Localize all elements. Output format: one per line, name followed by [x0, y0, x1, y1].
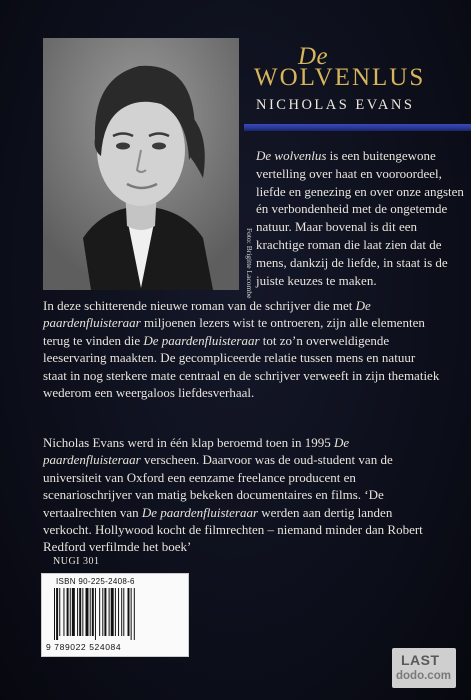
barcode-label: [41, 573, 189, 657]
watermark-logo: [392, 648, 456, 688]
isbn-number: ISBN 90-225-2408-6: [56, 577, 135, 586]
ean-number: 9 789022 524084: [46, 642, 122, 652]
p2-text-a: Nicholas Evans werd in één klap beroemd toen in 1995: [43, 435, 334, 450]
barcode-bar: [54, 588, 55, 640]
nugi-code: NUGI 301: [53, 556, 100, 567]
barcode-bar: [79, 588, 81, 636]
barcode-bar: [82, 588, 83, 636]
barcode-bar: [63, 588, 64, 636]
watermark-top: LAST: [401, 652, 440, 668]
blurb-text: [256, 147, 468, 289]
barcode-bar: [92, 588, 94, 636]
author-portrait-illustration: [43, 38, 239, 290]
book-title: WOLVENLUS: [254, 64, 426, 91]
barcode-bar: [95, 588, 96, 640]
p2-book-title-2: De paardenfluisteraar: [141, 504, 259, 520]
watermark-bottom: dodo.com: [396, 670, 451, 682]
barcode-bar: [134, 588, 135, 640]
barcode-bar: [121, 588, 122, 636]
barcode-bar: [104, 588, 106, 636]
barcode-bar: [72, 588, 75, 636]
p1-book-title-1: De paardenfluisteraar: [43, 298, 371, 331]
photo-credit: Foto: Brigitte Lacombe: [245, 228, 254, 299]
blue-stripe-divider: [244, 124, 471, 131]
barcode-bar: [118, 588, 119, 636]
blurb-body: is een buitengewone vertelling over haat en vooroordeel, liefde en genezing en over onze angsten én verbondenheid met de ongetemde natuur. Maar bovenal is dit een krachtige roman die laat zien dat de mens, dankzij de liefde, in staat is de juiste keuzes te maken.: [256, 148, 464, 288]
barcode-bar: [109, 588, 110, 636]
barcode-bar: [128, 588, 130, 636]
barcode-bar: [70, 588, 71, 636]
author-photo: [43, 38, 254, 299]
barcode-bar: [90, 588, 91, 636]
barcode-bar: [99, 588, 100, 636]
description-paragraph-1: [43, 297, 441, 401]
barcode-bar: [86, 588, 89, 636]
barcode-bar: [77, 588, 78, 636]
p2-text-e: werden aan dertig landen verkocht. Hollywood kocht de filmrechten – niemand minder dan Robert Redford verfilmde het boek’: [43, 504, 423, 555]
barcode-bar: [111, 588, 114, 636]
title-article: De: [298, 43, 329, 70]
p1-book-title-2: De paardenfluisteraar: [143, 332, 260, 348]
p1-text-e: tot zo’n overweldigende leeservaring maakten. De gecompliceerde relatie tussen mens en natuur staat in nog sterkere mate centraal en de schrijver verweeft in zijn thematiek wederom een weergaloos liefdesverhaal.: [43, 332, 440, 401]
p2-text-c: verscheen. Daarvoor was de oud-student van de universiteit van Oxford een eenzame freelance producent en scenarioschrijver van matig bekeken documentaires en films. ‘De vertaalrechten van: [43, 452, 393, 520]
barcode-bar: [56, 588, 58, 640]
barcode-bar: [115, 588, 116, 636]
barcode-icon: [54, 588, 176, 640]
barcode-bar: [123, 588, 124, 636]
barcode-bar: [131, 588, 132, 640]
p2-book-title-1: De paardenfluisteraar: [43, 435, 350, 468]
p1-text-a: In deze schitterende nieuwe roman van de schrijver die met: [43, 298, 356, 313]
blurb-book-title: De wolvenlus: [256, 148, 327, 163]
barcode-bar: [102, 588, 103, 636]
barcode-bar: [67, 588, 69, 636]
author-name: NICHOLAS EVANS: [256, 97, 415, 113]
author-bio-paragraph: [43, 434, 441, 556]
barcode-bar: [59, 588, 60, 636]
p1-text-c: miljoenen lezers wist te ontroeren, zijn alle elementen terug te vinden die: [43, 315, 425, 348]
